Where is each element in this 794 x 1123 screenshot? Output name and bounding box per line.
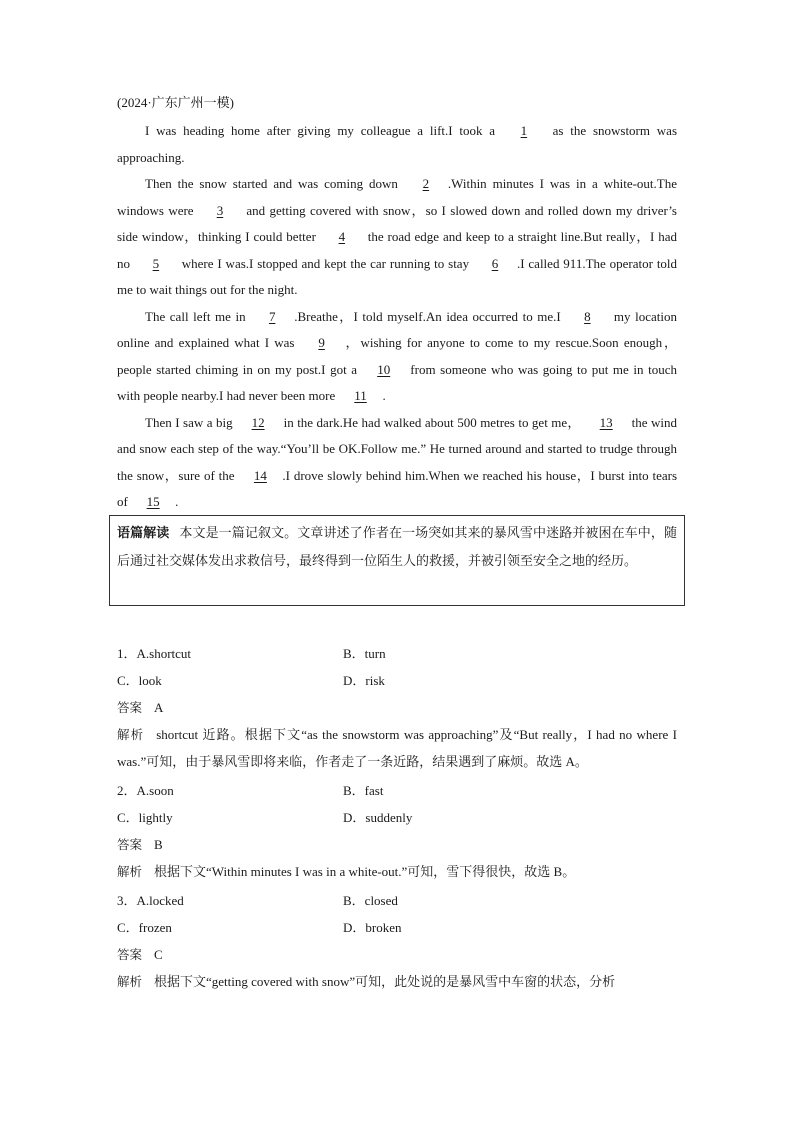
answer-value: B (154, 837, 163, 852)
passage-text: from someone who was going to put me in touch with people nearby.I had never been more (117, 361, 678, 403)
analysis-label: 解析 (117, 974, 143, 989)
analysis-label: 解析 (117, 864, 143, 879)
passage-text: . (175, 494, 179, 509)
answer-value: C (154, 947, 163, 962)
analysis-text: 根据下文“getting covered with snow”可知，此处说的是暴风雪中车窗的状态，分析 (154, 974, 616, 989)
passage-text: . (382, 388, 386, 403)
question-2 (117, 777, 677, 885)
blank-1: 1 (520, 123, 528, 138)
blank-13: 13 (599, 414, 613, 430)
option-a: 2．A.soon (117, 783, 174, 798)
question-3 (117, 887, 677, 995)
cloze-passage (117, 118, 677, 516)
passage-text: where I was.I stopped and kept the car running to stay (181, 255, 470, 271)
source-label: (2024·广东广州一模) (117, 95, 234, 110)
answer-label: 答案 (117, 700, 143, 715)
option-row (117, 667, 677, 694)
blank-5: 5 (152, 255, 160, 271)
passage-text: and getting covered with snow，so I slowed down and rolled down my driver’s side window，thinking I could better (117, 202, 677, 244)
passage-text: ，wishing for anyone to come to my rescue.Soon enough，people started chiming in on my post.I got a (117, 335, 677, 377)
passage-text: Then the snow started and was coming down (145, 176, 398, 191)
option-row (117, 914, 677, 941)
passage-text: the wind and snow each step of the way.“You’ll be OK.Follow me.” He turned around and started to trudge through the snow，sure of the (117, 414, 678, 483)
passage-text: my location online and explained what I was (117, 308, 677, 350)
summary-text: 本文是一篇记叙文。文章讲述了作者在一场突如其来的暴风雪中迷路并被困在车中，随后通过社交媒体发出求救信号，最终得到一位陌生人的救援，并被引领至安全之地的经历。 (117, 526, 677, 569)
question-list (117, 640, 677, 997)
paragraph-4 (117, 410, 677, 516)
blank-7: 7 (268, 308, 276, 324)
blank-9: 9 (318, 335, 325, 350)
option-c: C．frozen (117, 920, 172, 935)
option-c: C．lightly (117, 810, 173, 825)
answer-label: 答案 (117, 837, 143, 852)
answer-line (117, 694, 677, 721)
analysis-text: shortcut 近路。根据下文“as the snowstorm was approaching”及“But really，I had no where I was.”可知，由于暴风雪即将来临，作者走了一条近路，结果遇到了麻烦。故选 A。 (117, 727, 677, 769)
option-b: B．turn (343, 646, 386, 661)
paragraph-2 (117, 171, 677, 304)
analysis-line (117, 968, 677, 995)
option-row (117, 777, 677, 804)
option-b: B．closed (343, 893, 398, 908)
blank-14: 14 (253, 467, 267, 483)
option-a: 1．A.shortcut (117, 646, 192, 661)
passage-text: .I drove slowly behind him.When we reached his house，I burst into tears of (117, 467, 678, 509)
option-row (117, 804, 677, 831)
analysis-label: 解析 (117, 727, 145, 742)
option-d: D．suddenly (343, 810, 413, 825)
passage-text: The call left me in (145, 308, 246, 324)
question-1 (117, 640, 677, 775)
blank-12: 12 (251, 414, 265, 430)
passage-text: Then I saw a big (145, 414, 233, 430)
option-d: D．risk (343, 673, 385, 688)
answer-label: 答案 (117, 947, 143, 962)
passage-text: I was heading home after giving my colleague a lift.I took a (145, 123, 496, 138)
option-row (117, 887, 677, 914)
passage-text: as the snowstorm was approaching. (117, 123, 677, 165)
option-row (117, 640, 677, 667)
analysis-line (117, 721, 677, 775)
analysis-text: 根据下文“Within minutes I was in a white-out.”可知，雪下得很快，故选 B。 (154, 864, 576, 879)
passage-text: the road edge and keep to a straight line.But really，I had no (117, 229, 677, 271)
option-b: B．fast (343, 783, 384, 798)
passage-text: in the dark.He had walked about 500 metres to get me， (283, 414, 581, 430)
answer-line (117, 941, 677, 968)
blank-11: 11 (354, 388, 367, 403)
answer-value: A (154, 700, 164, 715)
passage-text: .Breathe，I told myself.An idea occurred to me.I (294, 308, 561, 324)
blank-10: 10 (377, 361, 391, 377)
blank-15: 15 (146, 494, 160, 509)
option-c: C．look (117, 673, 162, 688)
analysis-line (117, 858, 677, 885)
passage-area (117, 92, 677, 516)
summary-label: 语篇解读 (117, 526, 170, 541)
passage-text: .I called 911.The operator told me to wait things out for the night. (117, 255, 678, 297)
paragraph-3 (117, 304, 677, 410)
option-d: D．broken (343, 920, 402, 935)
passage-summary-box (109, 515, 685, 606)
passage-text: .Within minutes I was in a white-out.The windows were (117, 176, 678, 218)
blank-3: 3 (216, 202, 224, 218)
blank-8: 8 (584, 308, 591, 324)
blank-6: 6 (491, 255, 499, 271)
paragraph-1 (117, 118, 677, 171)
blank-4: 4 (338, 229, 346, 244)
answer-line (117, 831, 677, 858)
option-a: 3．A.locked (117, 893, 184, 908)
blank-2: 2 (422, 176, 430, 191)
